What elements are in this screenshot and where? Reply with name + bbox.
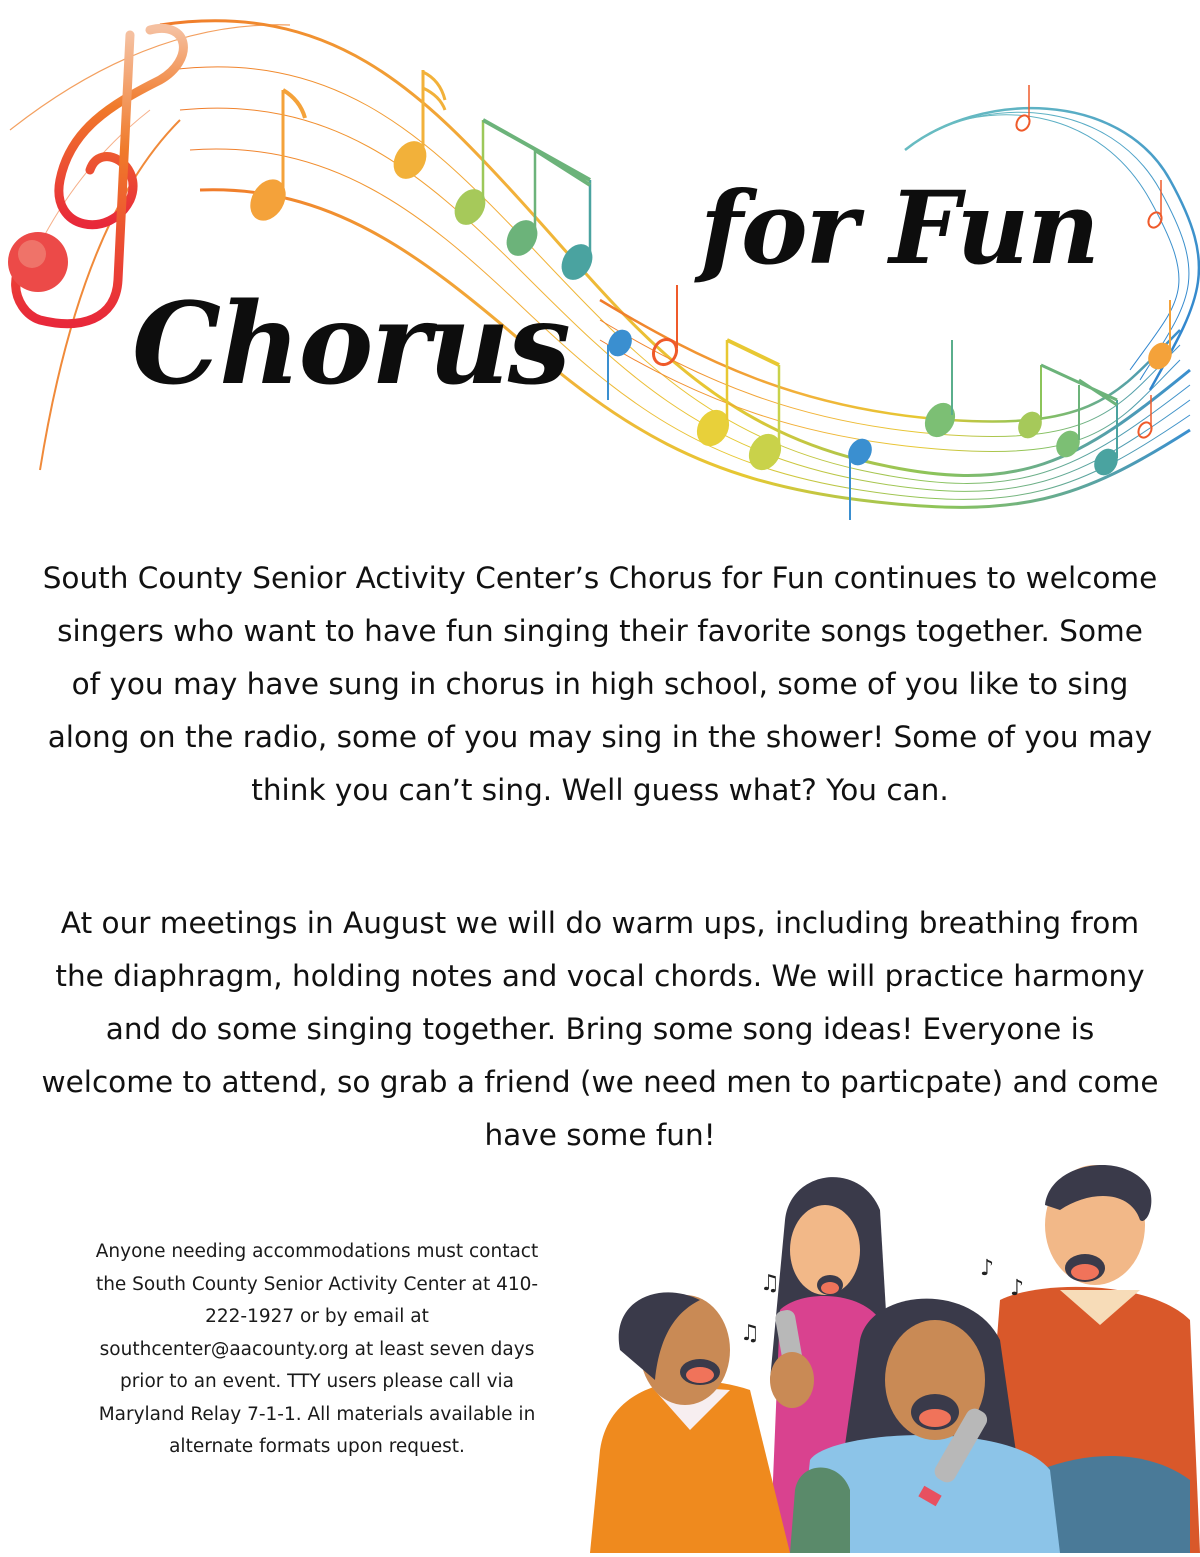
meetings-paragraph: At our meetings in August we will do warm ups, including breathing from the diaphragm, holding notes and vocal chords. We will practice harmony and do some singing together. Bring some song ideas! Everyone is welcome to attend, so grab a friend (we need men to particpate) and come have some fun! (41, 906, 1159, 1152)
title-for-fun: for Fun (700, 169, 1098, 287)
singers-illustration (590, 1150, 1200, 1553)
svg-text:♫: ♫ (740, 1321, 760, 1346)
accommodations-notice: Anyone needing accommodations must contact the South County Senior Activity Center at 410-222-1927 or by email at southcenter@aacounty.org at least seven days prior to an event. TTY users please call via Maryland Relay 7-1-1. All materials available in alternate formats upon request. (95, 1241, 539, 1457)
svg-text:♪: ♪ (1010, 1276, 1025, 1301)
title-chorus: Chorus (132, 279, 569, 410)
svg-text:♫: ♫ (760, 1271, 780, 1296)
intro-paragraph: South County Senior Activity Center’s Chorus for Fun continues to welcome singers who want to have fun singing their favorite songs together. Some of you may have sung in chorus in high school, some of you like to sing along on the radio, some of you may sing in the shower! Some of you may think you can’t sing. Well guess what? You can. (42, 561, 1158, 807)
svg-text:♪: ♪ (980, 1256, 995, 1281)
